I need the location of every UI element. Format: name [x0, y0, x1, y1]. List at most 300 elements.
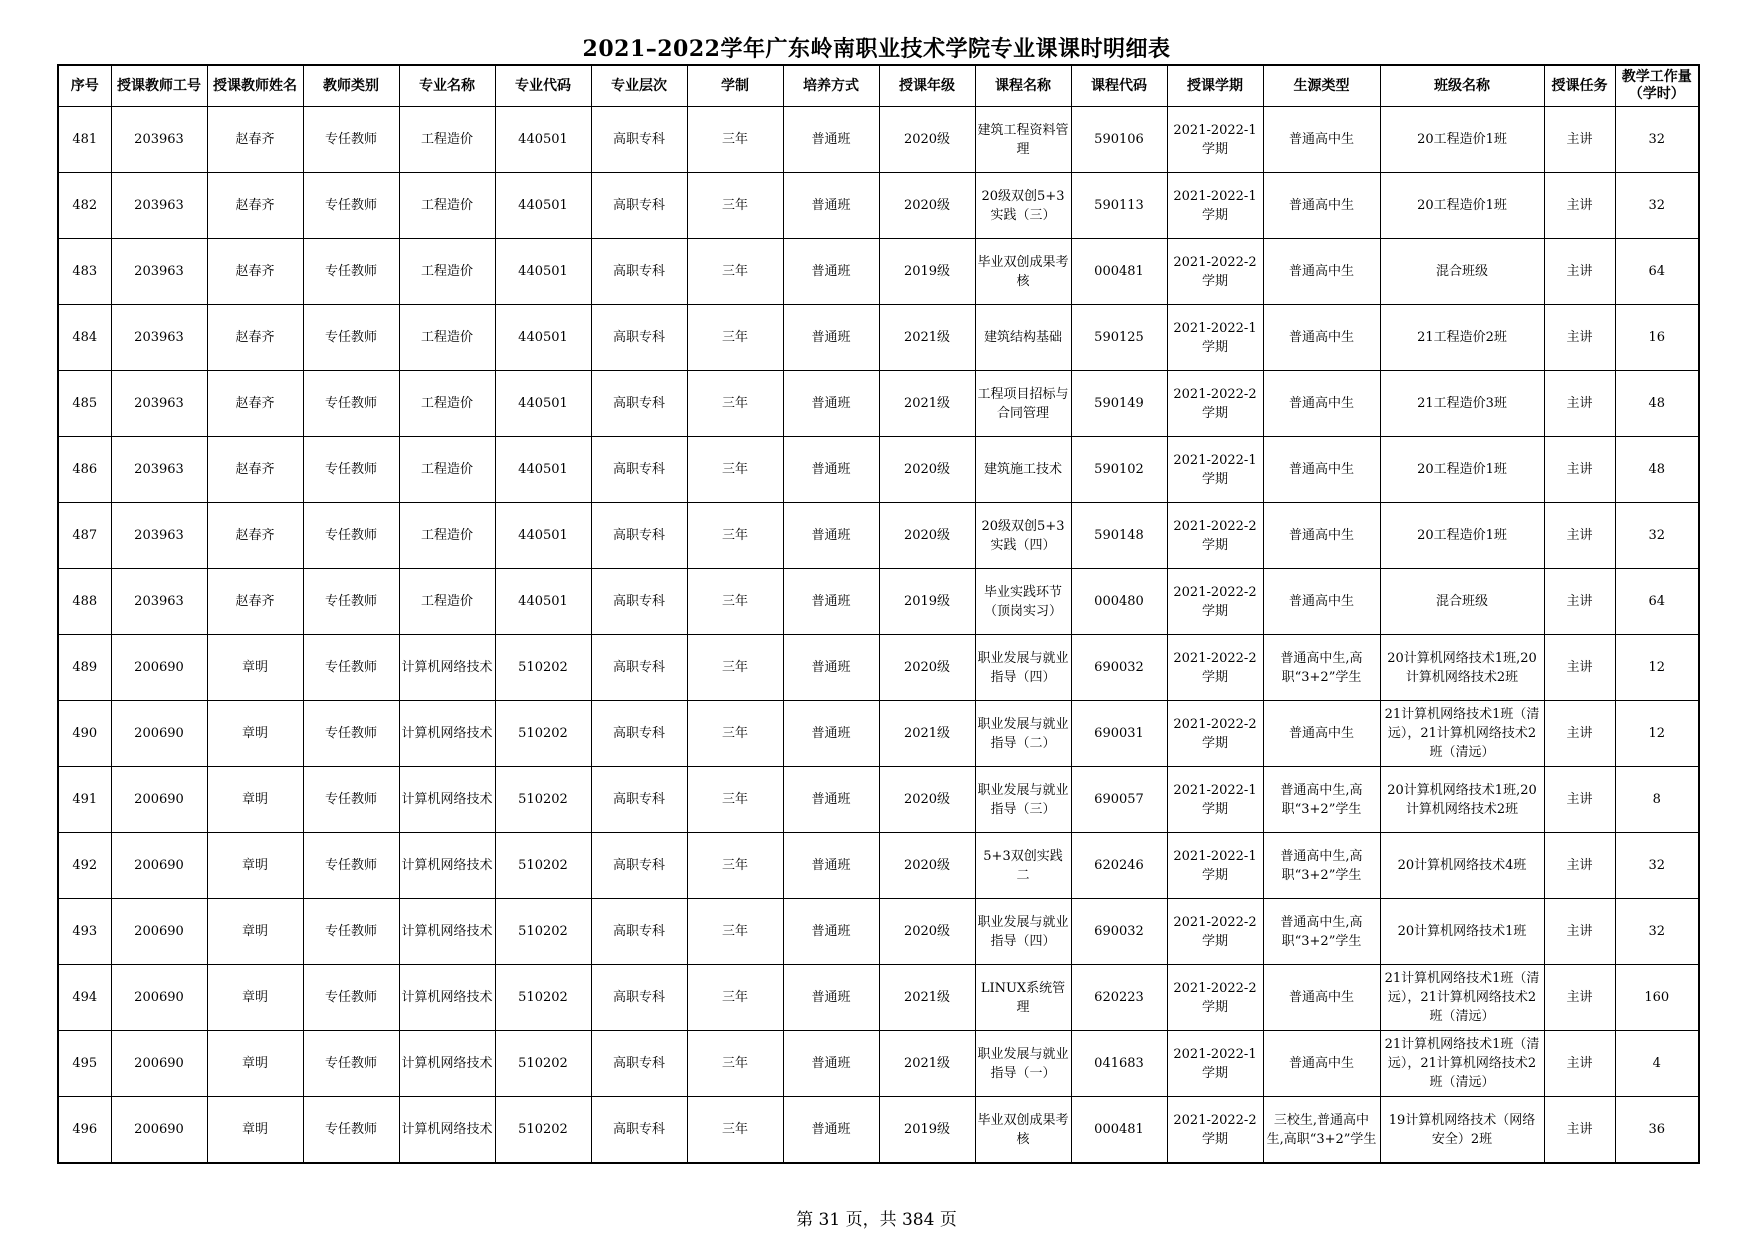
table-row — [58, 239, 1699, 305]
table-cell: 三年 — [687, 767, 783, 833]
column-header: 授课教师姓名 — [207, 65, 303, 107]
table-cell: 赵春齐 — [207, 107, 303, 173]
table-cell: 2021-2022-2学期 — [1167, 371, 1263, 437]
table-cell: 16 — [1615, 305, 1699, 371]
table-cell: 主讲 — [1544, 767, 1615, 833]
table-cell: 普通班 — [783, 1097, 879, 1164]
table-cell: 491 — [58, 767, 111, 833]
table-row — [58, 965, 1699, 1031]
table-cell: 2021-2022-1学期 — [1167, 107, 1263, 173]
table-cell: 590148 — [1071, 503, 1167, 569]
table-cell: 主讲 — [1544, 1031, 1615, 1097]
table-cell: 计算机网络技术 — [399, 833, 495, 899]
table-cell: 普通高中生 — [1263, 239, 1380, 305]
table-cell: 484 — [58, 305, 111, 371]
table-cell: 专任教师 — [303, 503, 399, 569]
table-cell: 440501 — [495, 371, 591, 437]
table-cell: 2021-2022-1学期 — [1167, 305, 1263, 371]
table-cell: 专任教师 — [303, 173, 399, 239]
table-cell: 三校生,普通高中生,高职“3+2”学生 — [1263, 1097, 1380, 1164]
column-header: 生源类型 — [1263, 65, 1380, 107]
table-cell: 620246 — [1071, 833, 1167, 899]
table-cell: 计算机网络技术 — [399, 1097, 495, 1164]
table-cell: 赵春齐 — [207, 305, 303, 371]
column-header: 授课年级 — [879, 65, 975, 107]
column-header: 授课任务 — [1544, 65, 1615, 107]
table-row — [58, 767, 1699, 833]
table-cell: 普通班 — [783, 305, 879, 371]
table-cell: 计算机网络技术 — [399, 1031, 495, 1097]
table-cell: 普通高中生 — [1263, 503, 1380, 569]
table-cell: 专任教师 — [303, 437, 399, 503]
table-cell: 8 — [1615, 767, 1699, 833]
table-cell: 主讲 — [1544, 569, 1615, 635]
table-cell: 000481 — [1071, 239, 1167, 305]
table-cell: 三年 — [687, 107, 783, 173]
table-cell: 2020级 — [879, 173, 975, 239]
table-cell: 486 — [58, 437, 111, 503]
table-cell: 21计算机网络技术1班（清远），21计算机网络技术2班（清远） — [1380, 1031, 1544, 1097]
table-cell: 毕业双创成果考核 — [975, 239, 1071, 305]
column-header: 班级名称 — [1380, 65, 1544, 107]
table-cell: 普通高中生,高职“3+2”学生 — [1263, 767, 1380, 833]
table-cell: 041683 — [1071, 1031, 1167, 1097]
table-cell: 章明 — [207, 1031, 303, 1097]
table-cell: 职业发展与就业指导（四） — [975, 635, 1071, 701]
table-cell: 高职专科 — [591, 569, 687, 635]
table-cell: 203963 — [111, 173, 207, 239]
table-cell: 章明 — [207, 965, 303, 1031]
table-cell: 普通班 — [783, 371, 879, 437]
table-cell: 510202 — [495, 833, 591, 899]
table-cell: 490 — [58, 701, 111, 767]
table-cell: 2021级 — [879, 305, 975, 371]
table-cell: 普通班 — [783, 767, 879, 833]
table-cell: 混合班级 — [1380, 239, 1544, 305]
table-row — [58, 635, 1699, 701]
table-cell: 三年 — [687, 503, 783, 569]
table-cell: 510202 — [495, 1097, 591, 1164]
table-cell: 19计算机网络技术（网络安全）2班 — [1380, 1097, 1544, 1164]
table-header — [58, 65, 1699, 107]
table-cell: 专任教师 — [303, 1097, 399, 1164]
table-cell: 工程造价 — [399, 107, 495, 173]
table-row — [58, 899, 1699, 965]
table-cell: 高职专科 — [591, 767, 687, 833]
table-cell: 普通高中生 — [1263, 371, 1380, 437]
table-cell: 440501 — [495, 503, 591, 569]
table-cell: 专任教师 — [303, 569, 399, 635]
table-cell: 488 — [58, 569, 111, 635]
table-cell: 510202 — [495, 965, 591, 1031]
page-footer: 第 31 页，共 384 页 — [796, 1210, 957, 1230]
table-cell: 690032 — [1071, 899, 1167, 965]
table-cell: 混合班级 — [1380, 569, 1544, 635]
table-cell: 主讲 — [1544, 107, 1615, 173]
table-row — [58, 701, 1699, 767]
table-cell: 高职专科 — [591, 899, 687, 965]
table-cell: 203963 — [111, 107, 207, 173]
table-body — [58, 107, 1699, 1164]
table-cell: 主讲 — [1544, 1097, 1615, 1164]
table-row — [58, 173, 1699, 239]
table-cell: 200690 — [111, 1097, 207, 1164]
table-cell: 21计算机网络技术1班（清远），21计算机网络技术2班（清远） — [1380, 701, 1544, 767]
table-cell: 690032 — [1071, 635, 1167, 701]
table-cell: 493 — [58, 899, 111, 965]
table-cell: 2021级 — [879, 701, 975, 767]
table-cell: 620223 — [1071, 965, 1167, 1031]
table-cell: 48 — [1615, 371, 1699, 437]
table-cell: 510202 — [495, 635, 591, 701]
table-cell: 主讲 — [1544, 503, 1615, 569]
table-cell: 20计算机网络技术1班,20计算机网络技术2班 — [1380, 635, 1544, 701]
table-cell: 专任教师 — [303, 701, 399, 767]
table-cell: 20工程造价1班 — [1380, 437, 1544, 503]
table-cell: 高职专科 — [591, 503, 687, 569]
table-cell: 主讲 — [1544, 965, 1615, 1031]
table-cell: 高职专科 — [591, 1031, 687, 1097]
table-cell: 计算机网络技术 — [399, 965, 495, 1031]
table-cell: 590113 — [1071, 173, 1167, 239]
table-cell: 590125 — [1071, 305, 1167, 371]
table-cell: 440501 — [495, 437, 591, 503]
table-cell: 200690 — [111, 701, 207, 767]
table-cell: 专任教师 — [303, 107, 399, 173]
table-cell: 510202 — [495, 899, 591, 965]
column-header: 授课教师工号 — [111, 65, 207, 107]
table-cell: 高职专科 — [591, 173, 687, 239]
table-cell: 高职专科 — [591, 437, 687, 503]
table-cell: 专任教师 — [303, 767, 399, 833]
table-cell: 职业发展与就业指导（一） — [975, 1031, 1071, 1097]
table-cell: 440501 — [495, 239, 591, 305]
table-cell: 21工程造价3班 — [1380, 371, 1544, 437]
table-cell: 主讲 — [1544, 305, 1615, 371]
column-header: 课程名称 — [975, 65, 1071, 107]
table-cell: 590149 — [1071, 371, 1167, 437]
column-header: 教学工作量（学时） — [1615, 65, 1699, 107]
table-row — [58, 503, 1699, 569]
table-cell: 普通班 — [783, 569, 879, 635]
table-cell: 200690 — [111, 635, 207, 701]
table-cell: 2019级 — [879, 1097, 975, 1164]
table-cell: 计算机网络技术 — [399, 767, 495, 833]
table-cell: 440501 — [495, 107, 591, 173]
table-cell: 2020级 — [879, 767, 975, 833]
table-cell: 20工程造价1班 — [1380, 503, 1544, 569]
table-cell: 主讲 — [1544, 239, 1615, 305]
table-cell: 普通高中生 — [1263, 965, 1380, 1031]
table-cell: 普通班 — [783, 635, 879, 701]
table-cell: 492 — [58, 833, 111, 899]
table-cell: 5+3双创实践二 — [975, 833, 1071, 899]
column-header: 专业代码 — [495, 65, 591, 107]
table-cell: 2021-2022-2学期 — [1167, 1097, 1263, 1164]
table-cell: 2021-2022-1学期 — [1167, 833, 1263, 899]
table-cell: 建筑工程资料管理 — [975, 107, 1071, 173]
table-cell: 赵春齐 — [207, 569, 303, 635]
table-cell: 481 — [58, 107, 111, 173]
table-cell: LINUX系统管理 — [975, 965, 1071, 1031]
table-cell: 489 — [58, 635, 111, 701]
table-cell: 工程造价 — [399, 239, 495, 305]
table-cell: 普通高中生,高职“3+2”学生 — [1263, 635, 1380, 701]
table-cell: 普通班 — [783, 899, 879, 965]
table-cell: 普通班 — [783, 833, 879, 899]
table-cell: 工程造价 — [399, 173, 495, 239]
table-cell: 普通班 — [783, 173, 879, 239]
table-cell: 000481 — [1071, 1097, 1167, 1164]
table-cell: 690031 — [1071, 701, 1167, 767]
table-cell: 494 — [58, 965, 111, 1031]
table-cell: 2021-2022-1学期 — [1167, 767, 1263, 833]
table-row — [58, 305, 1699, 371]
table-cell: 普通班 — [783, 701, 879, 767]
table-cell: 章明 — [207, 635, 303, 701]
table-cell: 200690 — [111, 833, 207, 899]
table-row — [58, 1097, 1699, 1164]
table-cell: 2020级 — [879, 437, 975, 503]
table-cell: 510202 — [495, 701, 591, 767]
table-cell: 2019级 — [879, 569, 975, 635]
table-cell: 建筑结构基础 — [975, 305, 1071, 371]
header-row — [58, 65, 1699, 107]
table-cell: 203963 — [111, 371, 207, 437]
table-cell: 690057 — [1071, 767, 1167, 833]
table-cell: 专任教师 — [303, 1031, 399, 1097]
table-cell: 专任教师 — [303, 965, 399, 1031]
table-row — [58, 833, 1699, 899]
table-cell: 章明 — [207, 701, 303, 767]
column-header: 专业名称 — [399, 65, 495, 107]
table-cell: 普通高中生,高职“3+2”学生 — [1263, 833, 1380, 899]
table-cell: 专任教师 — [303, 305, 399, 371]
table-cell: 专任教师 — [303, 239, 399, 305]
table-cell: 203963 — [111, 437, 207, 503]
table-cell: 三年 — [687, 371, 783, 437]
table-cell: 20工程造价1班 — [1380, 107, 1544, 173]
table-cell: 赵春齐 — [207, 371, 303, 437]
table-cell: 2021-2022-2学期 — [1167, 503, 1263, 569]
table-cell: 主讲 — [1544, 173, 1615, 239]
table-cell: 三年 — [687, 701, 783, 767]
table-cell: 工程造价 — [399, 305, 495, 371]
table-cell: 2020级 — [879, 833, 975, 899]
table-cell: 主讲 — [1544, 833, 1615, 899]
table-cell: 三年 — [687, 173, 783, 239]
table-cell: 482 — [58, 173, 111, 239]
table-cell: 4 — [1615, 1031, 1699, 1097]
table-cell: 495 — [58, 1031, 111, 1097]
table-cell: 203963 — [111, 569, 207, 635]
table-cell: 普通高中生 — [1263, 173, 1380, 239]
table-cell: 普通高中生 — [1263, 305, 1380, 371]
table-cell: 普通班 — [783, 107, 879, 173]
table-cell: 三年 — [687, 1031, 783, 1097]
table-cell: 三年 — [687, 965, 783, 1031]
page-title: 2021–2022学年广东岭南职业技术学院专业课课时明细表 — [582, 36, 1171, 62]
table-cell: 2021-2022-2学期 — [1167, 899, 1263, 965]
table-cell: 专任教师 — [303, 635, 399, 701]
table-cell: 专任教师 — [303, 833, 399, 899]
table-cell: 21工程造价2班 — [1380, 305, 1544, 371]
column-header: 课程代码 — [1071, 65, 1167, 107]
table-cell: 64 — [1615, 239, 1699, 305]
table-cell: 2021-2022-2学期 — [1167, 701, 1263, 767]
table-cell: 510202 — [495, 767, 591, 833]
table-cell: 2021-2022-2学期 — [1167, 569, 1263, 635]
table-cell: 32 — [1615, 107, 1699, 173]
table-cell: 32 — [1615, 899, 1699, 965]
table-cell: 2021级 — [879, 965, 975, 1031]
table-cell: 590102 — [1071, 437, 1167, 503]
table-cell: 普通高中生 — [1263, 1031, 1380, 1097]
table-cell: 章明 — [207, 899, 303, 965]
table-cell: 32 — [1615, 503, 1699, 569]
table-cell: 三年 — [687, 1097, 783, 1164]
table-cell: 高职专科 — [591, 107, 687, 173]
column-header: 培养方式 — [783, 65, 879, 107]
table-cell: 20级双创5+3实践（三） — [975, 173, 1071, 239]
table-cell: 203963 — [111, 239, 207, 305]
table-cell: 483 — [58, 239, 111, 305]
table-cell: 20级双创5+3实践（四） — [975, 503, 1071, 569]
table-cell: 496 — [58, 1097, 111, 1164]
table-cell: 普通班 — [783, 239, 879, 305]
table-cell: 12 — [1615, 635, 1699, 701]
table-cell: 专任教师 — [303, 371, 399, 437]
table-cell: 赵春齐 — [207, 503, 303, 569]
table-cell: 赵春齐 — [207, 173, 303, 239]
table-cell: 590106 — [1071, 107, 1167, 173]
table-cell: 2021级 — [879, 1031, 975, 1097]
table-cell: 三年 — [687, 899, 783, 965]
table-row — [58, 437, 1699, 503]
table-cell: 485 — [58, 371, 111, 437]
table-cell: 高职专科 — [591, 305, 687, 371]
table-cell: 工程造价 — [399, 437, 495, 503]
table-cell: 2019级 — [879, 239, 975, 305]
table-cell: 专任教师 — [303, 899, 399, 965]
table-cell: 普通高中生,高职“3+2”学生 — [1263, 899, 1380, 965]
table-cell: 2021-2022-1学期 — [1167, 1031, 1263, 1097]
column-header: 教师类别 — [303, 65, 399, 107]
table-cell: 48 — [1615, 437, 1699, 503]
table-cell: 工程造价 — [399, 503, 495, 569]
table-cell: 200690 — [111, 767, 207, 833]
table-cell: 普通班 — [783, 437, 879, 503]
table-cell: 高职专科 — [591, 635, 687, 701]
table-cell: 三年 — [687, 635, 783, 701]
table-cell: 12 — [1615, 701, 1699, 767]
table-cell: 普通高中生 — [1263, 107, 1380, 173]
table-cell: 2021-2022-2学期 — [1167, 965, 1263, 1031]
table-cell: 32 — [1615, 833, 1699, 899]
table-cell: 2020级 — [879, 899, 975, 965]
table-cell: 计算机网络技术 — [399, 899, 495, 965]
table-cell: 计算机网络技术 — [399, 701, 495, 767]
table-cell: 主讲 — [1544, 371, 1615, 437]
table-cell: 章明 — [207, 833, 303, 899]
table-row — [58, 371, 1699, 437]
table-cell: 三年 — [687, 305, 783, 371]
table-cell: 普通班 — [783, 503, 879, 569]
table-cell: 440501 — [495, 569, 591, 635]
table-cell: 建筑施工技术 — [975, 437, 1071, 503]
table-cell: 主讲 — [1544, 635, 1615, 701]
table-cell: 2021-2022-2学期 — [1167, 239, 1263, 305]
table-cell: 2021-2022-1学期 — [1167, 173, 1263, 239]
table-cell: 章明 — [207, 767, 303, 833]
table-row — [58, 107, 1699, 173]
table-cell: 毕业双创成果考核 — [975, 1097, 1071, 1164]
table-cell: 工程项目招标与合同管理 — [975, 371, 1071, 437]
table-cell: 2020级 — [879, 635, 975, 701]
table-cell: 高职专科 — [591, 239, 687, 305]
table-cell: 高职专科 — [591, 965, 687, 1031]
table-cell: 000480 — [1071, 569, 1167, 635]
table-cell: 三年 — [687, 569, 783, 635]
table-cell: 203963 — [111, 503, 207, 569]
table-cell: 2021-2022-2学期 — [1167, 635, 1263, 701]
table-cell: 主讲 — [1544, 701, 1615, 767]
table-cell: 64 — [1615, 569, 1699, 635]
table-cell: 200690 — [111, 1031, 207, 1097]
table-cell: 200690 — [111, 899, 207, 965]
table-cell: 160 — [1615, 965, 1699, 1031]
table-cell: 2020级 — [879, 503, 975, 569]
table-cell: 510202 — [495, 1031, 591, 1097]
table-cell: 高职专科 — [591, 701, 687, 767]
table-cell: 2020级 — [879, 107, 975, 173]
table-cell: 章明 — [207, 1097, 303, 1164]
table-cell: 主讲 — [1544, 437, 1615, 503]
table-cell: 三年 — [687, 239, 783, 305]
table-cell: 主讲 — [1544, 899, 1615, 965]
table-cell: 高职专科 — [591, 371, 687, 437]
table-cell: 440501 — [495, 305, 591, 371]
table-cell: 职业发展与就业指导（四） — [975, 899, 1071, 965]
table-cell: 普通高中生 — [1263, 437, 1380, 503]
table-cell: 440501 — [495, 173, 591, 239]
table-cell: 职业发展与就业指导（二） — [975, 701, 1071, 767]
table-cell: 20计算机网络技术4班 — [1380, 833, 1544, 899]
table-cell: 职业发展与就业指导（三） — [975, 767, 1071, 833]
table-cell: 32 — [1615, 173, 1699, 239]
table-cell: 36 — [1615, 1097, 1699, 1164]
table-cell: 普通高中生 — [1263, 701, 1380, 767]
column-header: 专业层次 — [591, 65, 687, 107]
table-cell: 工程造价 — [399, 569, 495, 635]
table-row — [58, 1031, 1699, 1097]
column-header: 序号 — [58, 65, 111, 107]
table-cell: 普通高中生 — [1263, 569, 1380, 635]
table-cell: 200690 — [111, 965, 207, 1031]
table-cell: 三年 — [687, 437, 783, 503]
table-cell: 20工程造价1班 — [1380, 173, 1544, 239]
column-header: 授课学期 — [1167, 65, 1263, 107]
course-hours-table — [57, 64, 1700, 1164]
table-cell: 普通班 — [783, 965, 879, 1031]
table-cell: 高职专科 — [591, 833, 687, 899]
table-cell: 203963 — [111, 305, 207, 371]
table-cell: 赵春齐 — [207, 437, 303, 503]
table-cell: 2021-2022-1学期 — [1167, 437, 1263, 503]
table-cell: 高职专科 — [591, 1097, 687, 1164]
table-cell: 487 — [58, 503, 111, 569]
table-cell: 毕业实践环节（顶岗实习） — [975, 569, 1071, 635]
